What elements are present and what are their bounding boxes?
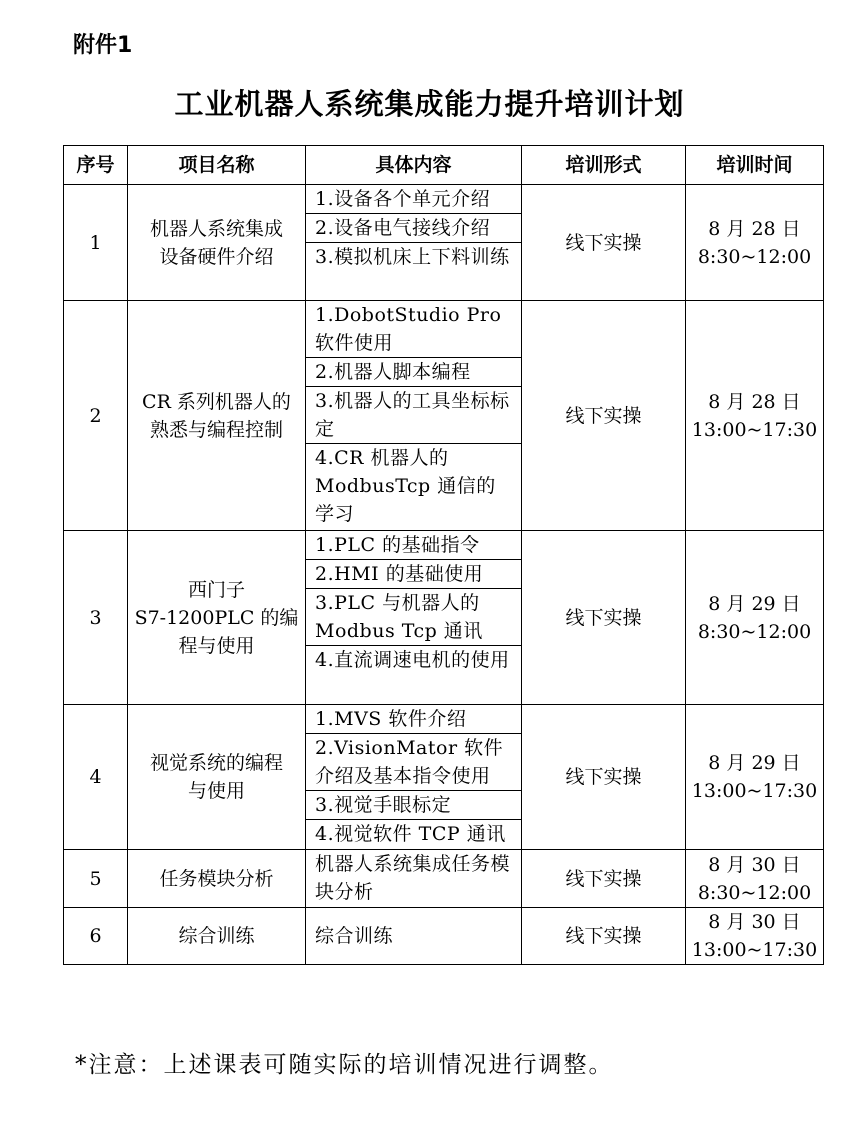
- project-name-line: 综合训练: [178, 925, 255, 947]
- content-item: 4.视觉软件 TCP 通讯: [315, 823, 506, 845]
- project-name-line: 西门子: [187, 578, 245, 601]
- content-item: 综合训练: [315, 925, 394, 947]
- project-name-line: S7-1200PLC 的编: [134, 606, 299, 629]
- training-form: 线下实操: [522, 301, 686, 531]
- content-item: 1.DobotStudio Pro 软件使用: [306, 301, 521, 358]
- training-time: [686, 705, 824, 850]
- training-date: 8 月 30 日: [708, 853, 801, 876]
- project-name: [128, 705, 306, 850]
- content-item: 1.设备各个单元介绍: [306, 185, 521, 214]
- training-time: [686, 908, 824, 965]
- training-form: 线下实操: [522, 531, 686, 705]
- project-name: [128, 908, 306, 965]
- content-item: 2.设备电气接线介绍: [306, 214, 521, 243]
- column-header-time: 培训时间: [686, 146, 824, 185]
- project-name-line: 程与使用: [178, 634, 255, 657]
- content-item: 3.机器人的工具坐标标定: [306, 387, 521, 444]
- training-date: 8 月 28 日: [708, 217, 801, 240]
- training-time: [686, 185, 824, 301]
- training-date: 8 月 29 日: [708, 752, 801, 774]
- project-name-line: 视觉系统的编程: [149, 752, 283, 774]
- training-schedule-table: [63, 145, 824, 965]
- row-number: 5: [64, 850, 128, 908]
- row-number: 2: [64, 301, 128, 531]
- project-name-line: CR 系列机器人的: [142, 390, 291, 413]
- training-hours: 8:30~12:00: [697, 245, 812, 268]
- table-row: [64, 185, 824, 301]
- table-row: [64, 850, 824, 908]
- table-row: [64, 301, 824, 531]
- project-name: [128, 301, 306, 531]
- project-name-line: 任务模块分析: [159, 867, 274, 890]
- training-hours: 8:30~12:00: [697, 881, 812, 904]
- content-item: 1.PLC 的基础指令: [306, 531, 521, 560]
- content-item: 机器人系统集成任务模块分析: [315, 853, 511, 903]
- column-header-content: 具体内容: [306, 146, 522, 185]
- footnote: *注意：上述课表可随实际的培训情况进行调整。: [75, 1052, 614, 1078]
- training-hours: 13:00~17:30: [691, 418, 818, 441]
- content-item: 2.HMI 的基础使用: [306, 560, 521, 589]
- column-header-no: 序号: [64, 146, 128, 185]
- attachment-label: 附件1: [73, 33, 133, 58]
- content-item: 1.MVS 软件介绍: [306, 705, 521, 734]
- content-item: 3.PLC 与机器人的 Modbus Tcp 通讯: [306, 589, 521, 646]
- training-hours: 8:30~12:00: [697, 620, 812, 643]
- content-item: 2.机器人脚本编程: [306, 358, 521, 387]
- project-name-line: 熟悉与编程控制: [149, 418, 283, 441]
- training-hours: 13:00~17:30: [691, 780, 818, 802]
- content-item: 4.直流调速电机的使用: [315, 649, 510, 671]
- table-row: [64, 908, 824, 965]
- training-form: 线下实操: [522, 705, 686, 850]
- training-form: 线下实操: [522, 850, 686, 908]
- row-number: 3: [64, 531, 128, 705]
- row-number: 6: [64, 908, 128, 965]
- project-name-line: 设备硬件介绍: [159, 245, 274, 268]
- training-form: 线下实操: [522, 908, 686, 965]
- training-hours: 13:00~17:30: [691, 939, 818, 961]
- project-name-line: 机器人系统集成: [149, 217, 283, 240]
- training-form: 线下实操: [522, 185, 686, 301]
- content-cell: [306, 850, 522, 908]
- content-item: 2.VisionMator 软件介绍及基本指令使用: [306, 734, 521, 791]
- column-header-name: 项目名称: [128, 146, 306, 185]
- project-name: [128, 531, 306, 705]
- project-name: [128, 185, 306, 301]
- table-row: [64, 705, 824, 850]
- row-number: 1: [64, 185, 128, 301]
- content-cell: [306, 531, 522, 705]
- project-name-line: 与使用: [187, 780, 245, 802]
- content-cell: [306, 908, 522, 965]
- page-title: 工业机器人系统集成能力提升培训计划: [174, 87, 685, 121]
- content-cell: [306, 301, 522, 531]
- training-date: 8 月 30 日: [708, 911, 801, 933]
- content-cell: [306, 705, 522, 850]
- column-header-form: 培训形式: [522, 146, 686, 185]
- project-name: [128, 850, 306, 908]
- training-time: [686, 301, 824, 531]
- training-time: [686, 531, 824, 705]
- content-item: 3.模拟机床上下料训练: [315, 246, 510, 268]
- content-item: 3.视觉手眼标定: [306, 791, 521, 820]
- training-date: 8 月 28 日: [708, 390, 801, 413]
- table-header-row: [64, 146, 824, 185]
- content-cell: [306, 185, 522, 301]
- content-item: 4.CR 机器人的 ModbusTcp 通信的学习: [315, 447, 496, 525]
- table-row: [64, 531, 824, 705]
- training-date: 8 月 29 日: [708, 592, 801, 615]
- row-number: 4: [64, 705, 128, 850]
- training-time: [686, 850, 824, 908]
